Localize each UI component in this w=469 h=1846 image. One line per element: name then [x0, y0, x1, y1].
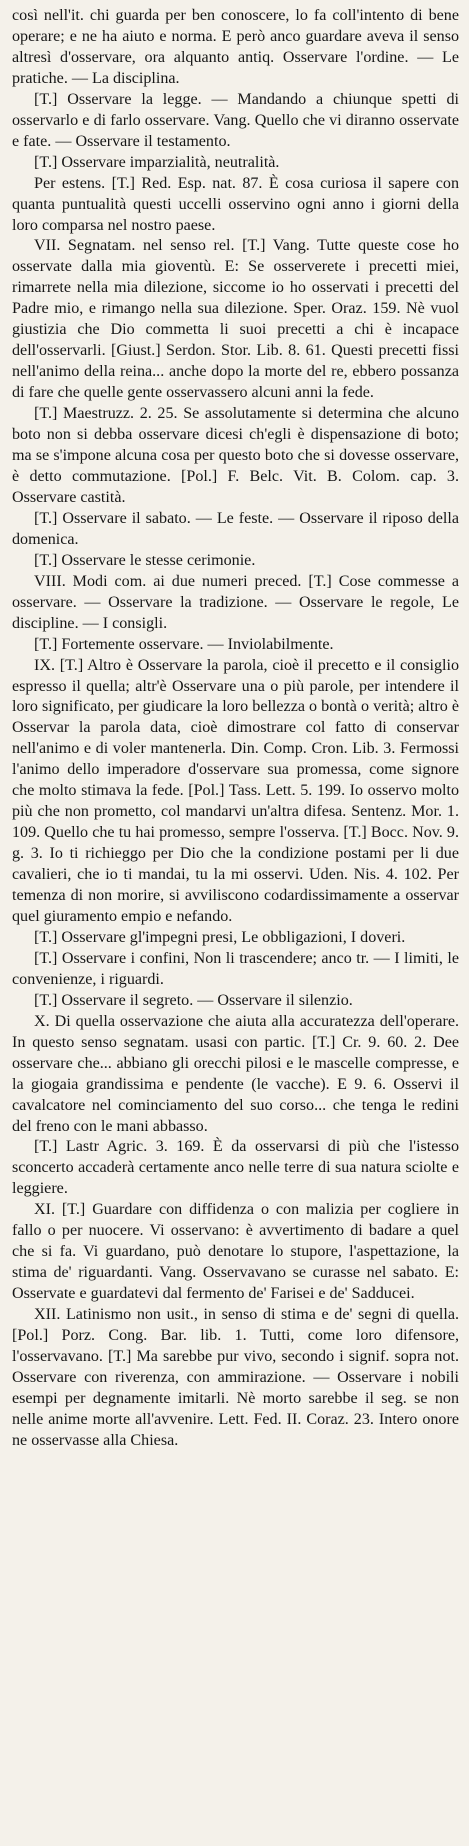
- entry-sense-vii: VII. Segnatam. nel senso rel. [T.] Vang. Tutte queste cose ho osservate dalla mia gioventù. E: Se osserverete i precetti miei, rimarrete nella mia dilezione, siccome io ho osservati i precetti del Padre mio, e rimango nella sua dilezione. Sper. Oraz. 159. Nè vuol giustizia che Dio commetta li suoi precetti a chi è incapace dell'osservarli. [Giust.] Serdon. Stor. Lib. 8. 61. Questi precetti fissi nell'animo della reina... anche dopo la morte del re, ebbero possanza di fare che quelle gente osservassero alcuni anni la fede.: [12, 237, 459, 402]
- entry-sense-xi: XI. [T.] Guardare con diffidenza o con malizia per cogliere in fallo o per nuocere. Vi osservano: è avvertimento di badare a quel che si fa. Vi guardano, può denotare lo stupore, l'aspettazione, la stima de' riguardanti. Vang. Osservavano se curasse nel sabato. E: Osservate e guardatevi dal fermento de' Farisei e de' Sadducei.: [12, 1201, 459, 1303]
- entry-paragraph: [T.] Osservare le stesse cerimonie.: [34, 551, 256, 569]
- entry-paragraph: Per estens. [T.] Red. Esp. nat. 87. È cosa curiosa il sapere con quanta puntualità questi uccelli osservino ogni anno i giorni della loro comparsa nel nostro paese.: [12, 174, 459, 234]
- entry-paragraph: [T.] Lastr Agric. 3. 169. È da osservarsi di più che l'istesso sconcerto accaderà certamente anco nelle terre di sua natura sciolte e leggiere.: [12, 1138, 459, 1198]
- entry-paragraph: [T.] Osservare i confini, Non li trascendere; anco tr. — I limiti, le convenienze, i riguardi.: [12, 949, 459, 988]
- entry-paragraph: [T.] Osservare imparzialità, neutralità.: [34, 153, 280, 171]
- entry-paragraph-continuation: così nell'it. chi guarda per ben conoscere, lo fa coll'intento di bene operare; e ne ha aiuto e norma. E però anco guardare aveva il senso altresì d'osservare, ora alquanto antiq. Osservare l'ordine. — Le pratiche. — La disciplina.: [12, 7, 459, 87]
- entry-paragraph: [T.] Osservare gl'impegni presi, Le obbligazioni, I doveri.: [34, 928, 406, 946]
- entry-paragraph: [T.] Fortemente osservare. — Inviolabilmente.: [34, 635, 334, 653]
- entry-paragraph: [T.] Osservare la legge. — Mandando a chiunque spetti di osservarlo e di farlo osservare. Vang. Quello che vi diranno osservate e fate. — Osservare il testamento.: [12, 90, 459, 150]
- entry-sense-ix: IX. [T.] Altro è Osservare la parola, cioè il precetto e il consiglio espresso il quella; altr'è Osservare una o più parole, per intendere il loro significato, per giudicare la loro bellezza o bontà o verità; altro è Osservar la parola data, cioè dimostrare col fatto di conservar nell'animo e di voler mantenerla. Din. Comp. Cron. Lib. 3. Fermossi l'animo dello imperadore d'osservare sua promessa, come signore che molto stimava la fede. [Pol.] Tass. Lett. 5. 199. Io osservo molto più che non prometto, col mandarvi un'altra difesa. Sentenz. Mor. 1. 109. Quello che tu hai promesso, sempre l'osserva. [T.] Bocc. Nov. 9. g. 3. Io ti richieggo per Dio che la condizione postami per li due cavalieri, che io ti mandai, tu la mi osservi. Uden. Nis. 4. 102. Per temenza di non morire, si avviliscono codardissimamente a osservar quel giuramento empio e nefando.: [12, 656, 459, 925]
- entry-sense-xii: XII. Latinismo non usit., in senso di stima e de' segni di quella. [Pol.] Porz. Cong. Bar. lib. 1. Tutti, come loro difensore, l'osservavano. [T.] Ma sarebbe pur vivo, secondo i signif. sopra not. Osservare con riverenza, con ammirazione. — Osservare i nobili esempi per degnamente imitarli. Nè morto sarebbe il seg. se non nelle anime morte all'avvenire. Lett. Fed. II. Coraz. 23. Intero onore ne osservasse alla Chiesa.: [12, 1306, 459, 1449]
- entry-sense-x: X. Di quella osservazione che aiuta alla accuratezza dell'operare. In questo senso segnatam. usasi con partic. [T.] Cr. 9. 60. 2. Dee osservare che... abbiano gli orecchi pilosi e le mascelle compresse, e la giogaia grandissima e pendente (le vacche). E 9. 6. Osservi il cavalcatore nel cominciamento del suo corso... che tenga le redini del freno con le mani abbasso.: [12, 1012, 459, 1135]
- entry-paragraph: [T.] Osservare il segreto. — Osservare il silenzio.: [34, 991, 353, 1009]
- entry-paragraph: [T.] Maestruzz. 2. 25. Se assolutamente si determina che alcuno boto non si debba osservare dicesi ch'egli è dispensazione di boto; ma se s'impone alcuna cosa per questo boto che si dovesse osservare, è detto commutazione. [Pol.] F. Belc. Vit. B. Colom. cap. 3. Osservare castità.: [12, 405, 459, 506]
- entry-sense-viii: VIII. Modi com. ai due numeri preced. [T.] Cose commesse a osservare. — Osservare la tradizione. — Osservare le regole, Le discipline. — I consigli.: [12, 572, 459, 632]
- entry-paragraph: [T.] Osservare il sabato. — Le feste. — Osservare il riposo della domenica.: [12, 509, 459, 548]
